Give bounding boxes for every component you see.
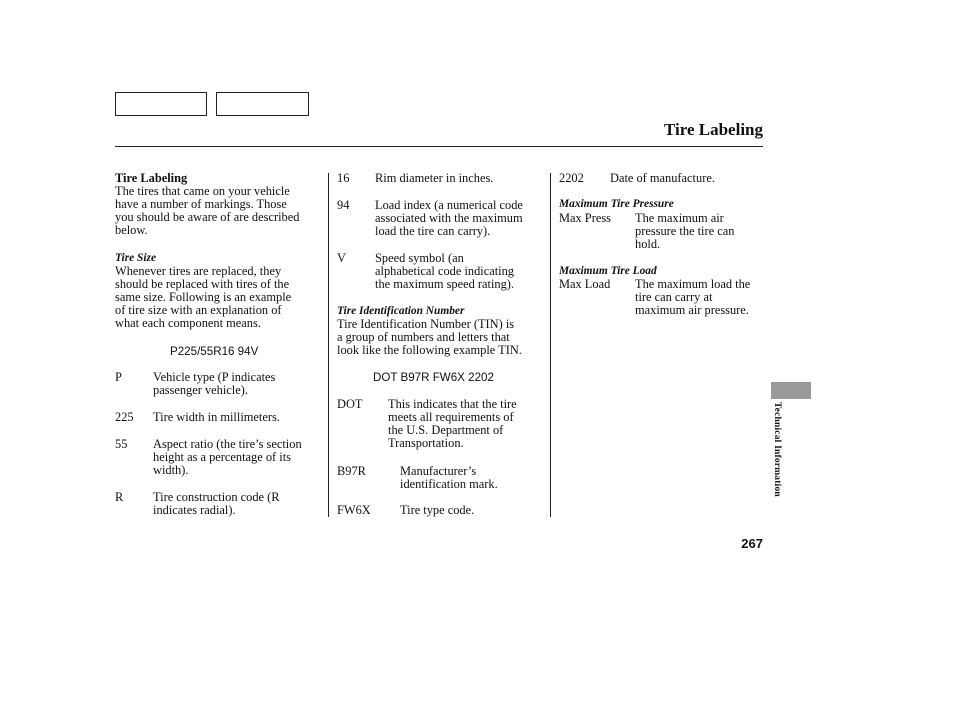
item-term: 225 (115, 410, 134, 424)
text-line: Whenever tires are replaced, they (115, 264, 282, 278)
item-desc: meets all requirements of (388, 410, 514, 424)
item-desc: Tire width in millimeters. (153, 410, 280, 424)
text-line: should be replaced with tires of the (115, 277, 290, 291)
section-side-label: Technical Information (772, 402, 782, 497)
item-desc: Tire type code. (400, 503, 475, 517)
item-desc: the maximum speed rating). (375, 277, 515, 291)
item-term: Max Press (559, 211, 611, 225)
text-line: Tire Identification Number (TIN) is (337, 317, 515, 331)
text-line: what each component means. (115, 316, 261, 330)
text-line: you should be aware of are described (115, 210, 300, 224)
text-line: same size. Following is an example (115, 290, 292, 304)
column-divider-1 (328, 173, 329, 517)
item-term: FW6X (337, 503, 371, 517)
item-desc: tire can carry at (635, 290, 713, 304)
item-desc: Date of manufacture. (610, 171, 715, 185)
item-term: 94 (337, 198, 350, 212)
item-term: 55 (115, 437, 128, 451)
item-desc: This indicates that the tire (388, 397, 517, 411)
text-line: a group of numbers and letters that (337, 330, 510, 344)
item-term: DOT (337, 397, 363, 411)
item-term: V (337, 251, 346, 265)
item-desc: passenger vehicle). (153, 383, 248, 397)
item-term: 2202 (559, 171, 584, 185)
item-term: 16 (337, 171, 350, 185)
item-desc: identification mark. (400, 477, 498, 491)
text-line: below. (115, 223, 148, 237)
header-tab-box-2 (216, 92, 309, 116)
item-desc: Aspect ratio (the tire’s section (153, 437, 302, 451)
item-desc: Speed symbol (an (375, 251, 464, 265)
item-desc: the U.S. Department of (388, 423, 504, 437)
item-desc: maximum air pressure. (635, 303, 749, 317)
item-term: Max Load (559, 277, 611, 291)
item-desc: Vehicle type (P indicates (153, 370, 276, 384)
item-term: R (115, 490, 124, 504)
text-line: of tire size with an explanation of (115, 303, 282, 317)
item-desc: load the tire can carry). (375, 224, 491, 238)
item-desc: Rim diameter in inches. (375, 171, 494, 185)
item-desc: height as a percentage of its (153, 450, 291, 464)
section-tab-marker (771, 382, 811, 399)
column-divider-2 (550, 173, 551, 517)
item-desc: The maximum air (635, 211, 724, 225)
subheading-tire-size: Tire Size (115, 252, 157, 264)
item-desc: hold. (635, 237, 661, 251)
item-term: P (115, 370, 122, 384)
tin-example: DOT B97R FW6X 2202 (373, 371, 494, 384)
section-heading-tire-labeling: Tire Labeling (115, 171, 188, 185)
item-desc: Load index (a numerical code (375, 198, 523, 212)
item-desc: The maximum load the (635, 277, 751, 291)
subheading-maximum-tire-pressure: Maximum Tire Pressure (559, 198, 674, 210)
subheading-maximum-tire-load: Maximum Tire Load (559, 265, 657, 277)
header-rule (115, 146, 763, 147)
item-desc: Tire construction code (R (153, 490, 280, 504)
item-desc: Transportation. (388, 436, 464, 450)
page-number: 267 (741, 536, 763, 551)
item-desc: Manufacturer’s (400, 464, 477, 478)
subheading-tire-identification-number: Tire Identification Number (337, 305, 465, 317)
text-line: look like the following example TIN. (337, 343, 522, 357)
header-tab-box-1 (115, 92, 207, 116)
text-line: The tires that came on your vehicle (115, 184, 290, 198)
item-desc: alphabetical code indicating (375, 264, 514, 278)
page-title: Tire Labeling (663, 120, 763, 139)
item-desc: pressure the tire can (635, 224, 735, 238)
item-term: B97R (337, 464, 366, 478)
item-desc: associated with the maximum (375, 211, 523, 225)
item-desc: width). (153, 463, 189, 477)
item-desc: indicates radial). (153, 503, 236, 517)
text-line: have a number of markings. Those (115, 197, 287, 211)
tire-size-example: P225/55R16 94V (170, 345, 259, 358)
